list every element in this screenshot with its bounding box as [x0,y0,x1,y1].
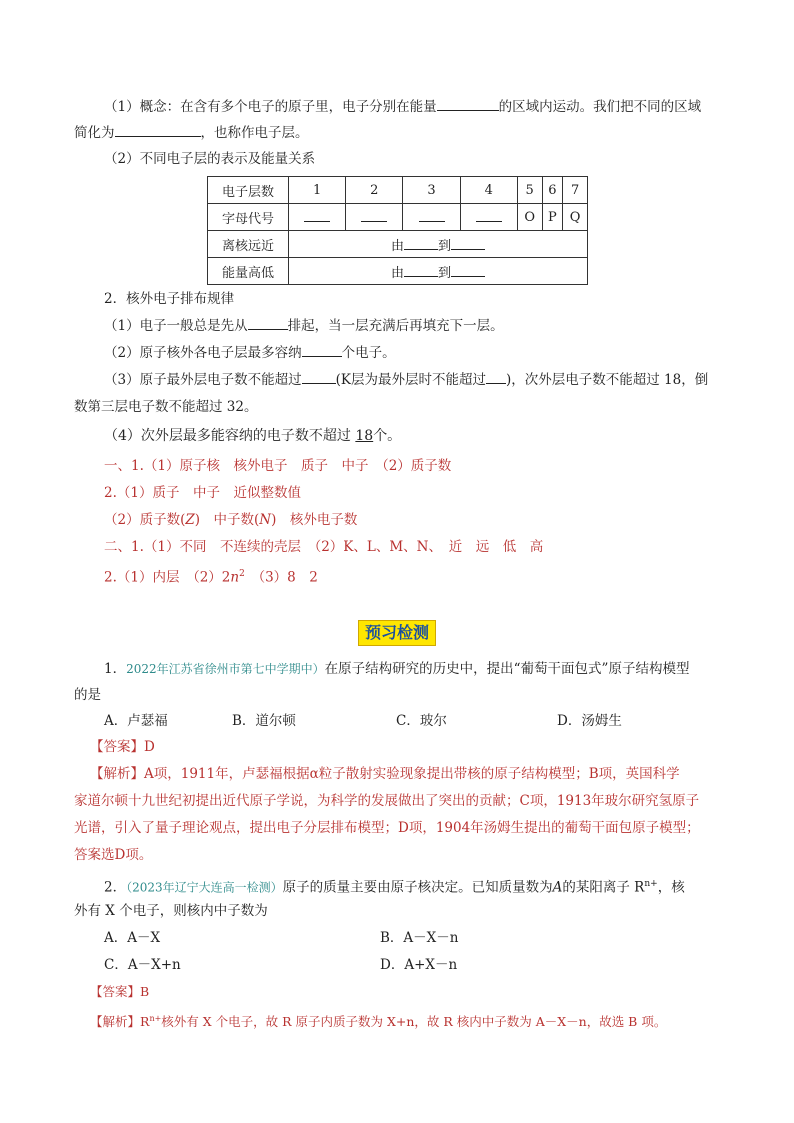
blank-energy [437,98,499,111]
analysis-text: A项，1911年，卢瑟福根据α粒子散射实验现象提出带核的原子结构模型；B项，英国科学 [144,766,680,782]
answer-sup: 2 [239,569,245,579]
table-cell: O [517,204,542,231]
question-sup: n+ [644,879,658,889]
answer-text: 2.（1）内层 （2）2 [104,569,231,586]
q2-answer [90,983,149,1001]
blank-rule [248,317,288,330]
rule-text: （1）电子一般总是先从 [104,318,248,334]
rule-1 [104,317,504,335]
blank-letter [476,209,502,222]
q1-stem-cont: 的是 [74,687,101,703]
blank-to [451,237,485,250]
q1-analysis-4: 答案选D项。 [74,847,153,863]
answer-text: ) 核外电子数 [271,512,358,528]
question-number: 2． [104,879,127,896]
answer-symbol: Z [185,512,195,528]
question-source-tag: （2023年辽宁大连高一检测） [126,880,283,895]
rule-3 [104,371,708,389]
q2-analysis [90,1010,666,1031]
table-row [208,177,588,204]
question-text: 的某阳离子 R [562,879,645,896]
table-cell: P [542,204,563,231]
concept-text-c: 简化为 [74,125,115,141]
blank-rule [302,344,342,357]
table-cell: 7 [563,177,588,204]
blank-letter [304,209,330,222]
concept-line-3: （2）不同电子层的表示及能量关系 [104,151,316,167]
table-cell: 4 [460,177,517,204]
rule-3-cont: 数第三层电子数不能超过 32。 [74,399,258,415]
answer-line-1: 一、1.（1）原子核 核外电子 质子 中子 （2）质子数 [104,458,452,474]
table-header-cell: 离核远近 [208,231,289,258]
blank-letter [361,209,387,222]
question-text: ，核 [657,879,685,896]
q2-stem-cont: 外有 X 个电子，则核内中子数为 [74,903,268,919]
concept-text-a: （1）概念：在含有多个电子的原子里，电子分别在能量 [104,99,437,115]
electron-shell-table [207,176,588,285]
q1-analysis-3: 光谱，引入了量子理论观点，提出电子分层排布模型；D项，1904年汤姆生提出的葡萄干面包原子模型； [74,820,700,836]
analysis-sup: n+ [149,1014,162,1023]
q2-option-c: C．A－X+n [104,957,181,973]
answer-text: ) 中子数( [194,512,260,528]
q1-option-d: D．汤姆生 [557,713,622,729]
answer-label: 【答案】 [90,984,141,999]
answer-symbol: n [230,569,240,586]
table-cell: 2 [346,177,403,204]
table-row [208,258,588,285]
from-text: 由 [390,265,404,281]
answer-line-3 [104,511,357,529]
rule-4 [104,427,401,445]
question-text: 在原子结构研究的历史中，提出“葡萄干面包式”原子结构模型 [324,661,690,677]
rule-text: (K层为最外层时不能超过 [335,372,486,388]
q1-analysis-1 [90,765,680,783]
table-cell [289,204,346,231]
question-number: 1． [104,661,127,677]
blank-from [404,237,438,250]
table-cell: 1 [289,177,346,204]
question-symbol: A [552,879,563,896]
section-title: 预习检测 [358,620,436,646]
rule-2 [104,344,396,362]
answer-value: D [144,739,155,755]
answer-value: B [140,984,150,999]
analysis-symbol: R [140,1014,150,1030]
rule-text: （4）次外层最多能容纳的电子数不超过 [104,428,356,444]
concept-text-d: ，也称作电子层。 [200,125,309,141]
blank-region [115,124,201,137]
q1-stem [104,660,689,678]
q2-option-d: D．A+X－n [380,957,458,973]
q1-option-c: C．玻尔 [396,713,447,729]
table-header-cell: 字母代号 [208,204,289,231]
blank-letter [419,209,445,222]
answer-line-2: 2.（1）质子 中子 近似整数值 [104,485,301,501]
rule-text: )，次外层电子数不能超过 18，倒 [505,372,709,388]
table-cell: 5 [517,177,542,204]
to-text: 到 [438,265,452,281]
answer-text: （2）质子数( [104,512,186,528]
rule-text: 个。 [373,428,402,444]
rule-text: 个电子。 [341,345,396,361]
table-cell [346,204,403,231]
answer-label: 【答案】 [90,739,144,755]
table-cell [460,204,517,231]
blank-rule [486,371,506,384]
blank-to [451,264,485,277]
blank-rule [302,371,336,384]
concept-line-1 [104,98,701,116]
analysis-label: 【解析】 [90,766,144,782]
answer-line-5 [104,565,318,587]
table-cell [289,258,588,285]
table-cell: 6 [542,177,563,204]
table-cell: 3 [403,177,460,204]
rules-title: 2．核外电子排布规律 [104,291,235,307]
table-row [208,204,588,231]
concept-text-b: 的区域内运动。我们把不同的区域 [498,99,702,115]
to-text: 到 [438,238,452,254]
q2-option-b: B．A－X－n [380,930,459,946]
table-cell: Q [563,204,588,231]
answer-text: （3）8 2 [244,569,318,586]
q2-option-a: A．A－X [104,930,161,946]
rule-text: （3）原子最外层电子数不能超过 [104,372,302,388]
table-row [208,231,588,258]
question-text: 原子的质量主要由原子核决定。已知质量数为 [282,879,553,896]
table-header-cell: 能量高低 [208,258,289,285]
table-cell [403,204,460,231]
analysis-text: 核外有 X 个电子，故 R 原子内质子数为 X+n，故 R 核内中子数为 A－X－n，故选 B 项。 [161,1014,667,1030]
table-header-cell: 电子层数 [208,177,289,204]
q1-option-b: B．道尔顿 [232,713,296,729]
concept-line-2 [74,124,309,142]
answer-symbol: N [259,512,272,528]
from-text: 由 [390,238,404,254]
q1-analysis-2: 家道尔顿十九世纪初提出近代原子学说，为科学的发展做出了突出的贡献；C项，1913年玻尔研究氢原子 [74,793,700,809]
q2-stem [104,875,685,897]
answer-line-4: 二、1.（1）不同 不连续的壳层 （2）K、L、M、N、 近 远 低 高 [104,539,544,555]
q1-answer [90,738,155,756]
rule-value: 18 [355,428,374,444]
rule-text: （2）原子核外各电子层最多容纳 [104,345,302,361]
analysis-label: 【解析】 [90,1014,141,1030]
blank-from [404,264,438,277]
rule-text: 排起，当一层充满后再填充下一层。 [287,318,504,334]
q1-option-a: A．卢瑟福 [104,713,168,729]
table-cell [289,231,588,258]
question-source-tag: 2022年江苏省徐州市第七中学期中） [126,662,325,676]
